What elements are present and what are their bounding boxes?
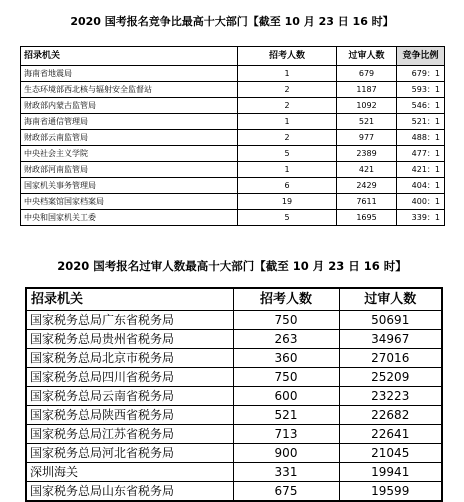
table-row	[21, 66, 445, 82]
table-row	[21, 114, 445, 130]
cell-approved-count: 19941	[339, 463, 442, 482]
cell-recruit-count: 521	[233, 406, 339, 425]
cell-recruit-count: 750	[233, 311, 339, 330]
cell-approved-count: 23223	[339, 387, 442, 406]
cell-agency: 国家税务总局山东省税务局	[26, 482, 233, 502]
cell-approved-count: 7611	[337, 194, 397, 210]
cell-approved-count: 1695	[337, 210, 397, 226]
cell-approved-count: 1187	[337, 82, 397, 98]
table-row	[21, 210, 445, 226]
cell-approved-count: 2389	[337, 146, 397, 162]
table-row	[26, 349, 442, 368]
table-row	[21, 82, 445, 98]
cell-recruit-count: 1	[238, 114, 337, 130]
table-row	[26, 330, 442, 349]
cell-recruit-count: 2	[238, 98, 337, 114]
cell-recruit-count: 360	[233, 349, 339, 368]
header-recruit-count: 招考人数	[238, 47, 337, 66]
table1-title: 2020 国考报名竞争比最高十大部门【截至 10 月 23 日 16 时】	[70, 15, 394, 28]
header-recruit-count: 招考人数	[233, 288, 339, 311]
cell-ratio: 421：1	[397, 162, 445, 178]
table-row	[21, 130, 445, 146]
cell-recruit-count: 675	[233, 482, 339, 502]
cell-approved-count: 25209	[339, 368, 442, 387]
header-approved-count: 过审人数	[337, 47, 397, 66]
table2-title: 2020 国考报名过审人数最高十大部门【截至 10 月 23 日 16 时】	[57, 259, 407, 273]
cell-agency: 财政部河南监管局	[21, 162, 238, 178]
approved-count-table	[25, 287, 443, 502]
cell-approved-count: 21045	[339, 444, 442, 463]
cell-agency: 国家税务总局广东省税务局	[26, 311, 233, 330]
cell-recruit-count: 19	[238, 194, 337, 210]
table-row	[26, 368, 442, 387]
cell-agency: 财政部内蒙古监管局	[21, 98, 238, 114]
cell-approved-count: 50691	[339, 311, 442, 330]
cell-recruit-count: 1	[238, 66, 337, 82]
competition-ratio-table	[20, 46, 445, 226]
cell-approved-count: 977	[337, 130, 397, 146]
cell-ratio: 593：1	[397, 82, 445, 98]
table-row	[21, 98, 445, 114]
cell-approved-count: 1092	[337, 98, 397, 114]
cell-recruit-count: 600	[233, 387, 339, 406]
cell-recruit-count: 5	[238, 146, 337, 162]
cell-agency: 海南省地震局	[21, 66, 238, 82]
cell-approved-count: 421	[337, 162, 397, 178]
cell-agency: 深圳海关	[26, 463, 233, 482]
cell-agency: 国家机关事务管理局	[21, 178, 238, 194]
table-row	[21, 162, 445, 178]
cell-recruit-count: 713	[233, 425, 339, 444]
cell-ratio: 404：1	[397, 178, 445, 194]
cell-agency: 国家税务总局陕西省税务局	[26, 406, 233, 425]
table-row	[26, 387, 442, 406]
cell-ratio: 488：1	[397, 130, 445, 146]
cell-agency: 国家税务总局贵州省税务局	[26, 330, 233, 349]
cell-agency: 生态环境部西北核与辐射安全监督站	[21, 82, 238, 98]
cell-approved-count: 22641	[339, 425, 442, 444]
cell-approved-count: 679	[337, 66, 397, 82]
cell-approved-count: 34967	[339, 330, 442, 349]
table-row	[26, 463, 442, 482]
cell-approved-count: 22682	[339, 406, 442, 425]
cell-agency: 国家税务总局云南省税务局	[26, 387, 233, 406]
cell-agency: 国家税务总局江苏省税务局	[26, 425, 233, 444]
table-row	[26, 444, 442, 463]
cell-recruit-count: 6	[238, 178, 337, 194]
cell-recruit-count: 331	[233, 463, 339, 482]
header-ratio: 竞争比例	[397, 47, 445, 66]
cell-ratio: 679：1	[397, 66, 445, 82]
cell-recruit-count: 2	[238, 130, 337, 146]
cell-approved-count: 27016	[339, 349, 442, 368]
cell-approved-count: 2429	[337, 178, 397, 194]
header-agency: 招录机关	[26, 288, 233, 311]
table-header-row	[26, 288, 442, 311]
cell-recruit-count: 263	[233, 330, 339, 349]
cell-ratio: 339：1	[397, 210, 445, 226]
table-row	[21, 178, 445, 194]
cell-agency: 海南省通信管理局	[21, 114, 238, 130]
cell-agency: 财政部云南监管局	[21, 130, 238, 146]
cell-recruit-count: 5	[238, 210, 337, 226]
cell-recruit-count: 2	[238, 82, 337, 98]
header-agency: 招录机关	[21, 47, 238, 66]
table-row	[26, 425, 442, 444]
cell-recruit-count: 750	[233, 368, 339, 387]
table-row	[21, 146, 445, 162]
cell-ratio: 400：1	[397, 194, 445, 210]
cell-agency: 国家税务总局四川省税务局	[26, 368, 233, 387]
cell-agency: 中央社会主义学院	[21, 146, 238, 162]
table-row	[26, 482, 442, 502]
table-row	[26, 311, 442, 330]
cell-agency: 中央档案馆国家档案局	[21, 194, 238, 210]
table-row	[21, 194, 445, 210]
header-approved-count: 过审人数	[339, 288, 442, 311]
table-header-row	[21, 47, 445, 66]
cell-approved-count: 521	[337, 114, 397, 130]
cell-ratio: 477：1	[397, 146, 445, 162]
cell-ratio: 546：1	[397, 98, 445, 114]
cell-agency: 中央和国家机关工委	[21, 210, 238, 226]
table-row	[26, 406, 442, 425]
cell-approved-count: 19599	[339, 482, 442, 502]
cell-ratio: 521：1	[397, 114, 445, 130]
cell-recruit-count: 900	[233, 444, 339, 463]
cell-recruit-count: 1	[238, 162, 337, 178]
cell-agency: 国家税务总局北京市税务局	[26, 349, 233, 368]
cell-agency: 国家税务总局河北省税务局	[26, 444, 233, 463]
